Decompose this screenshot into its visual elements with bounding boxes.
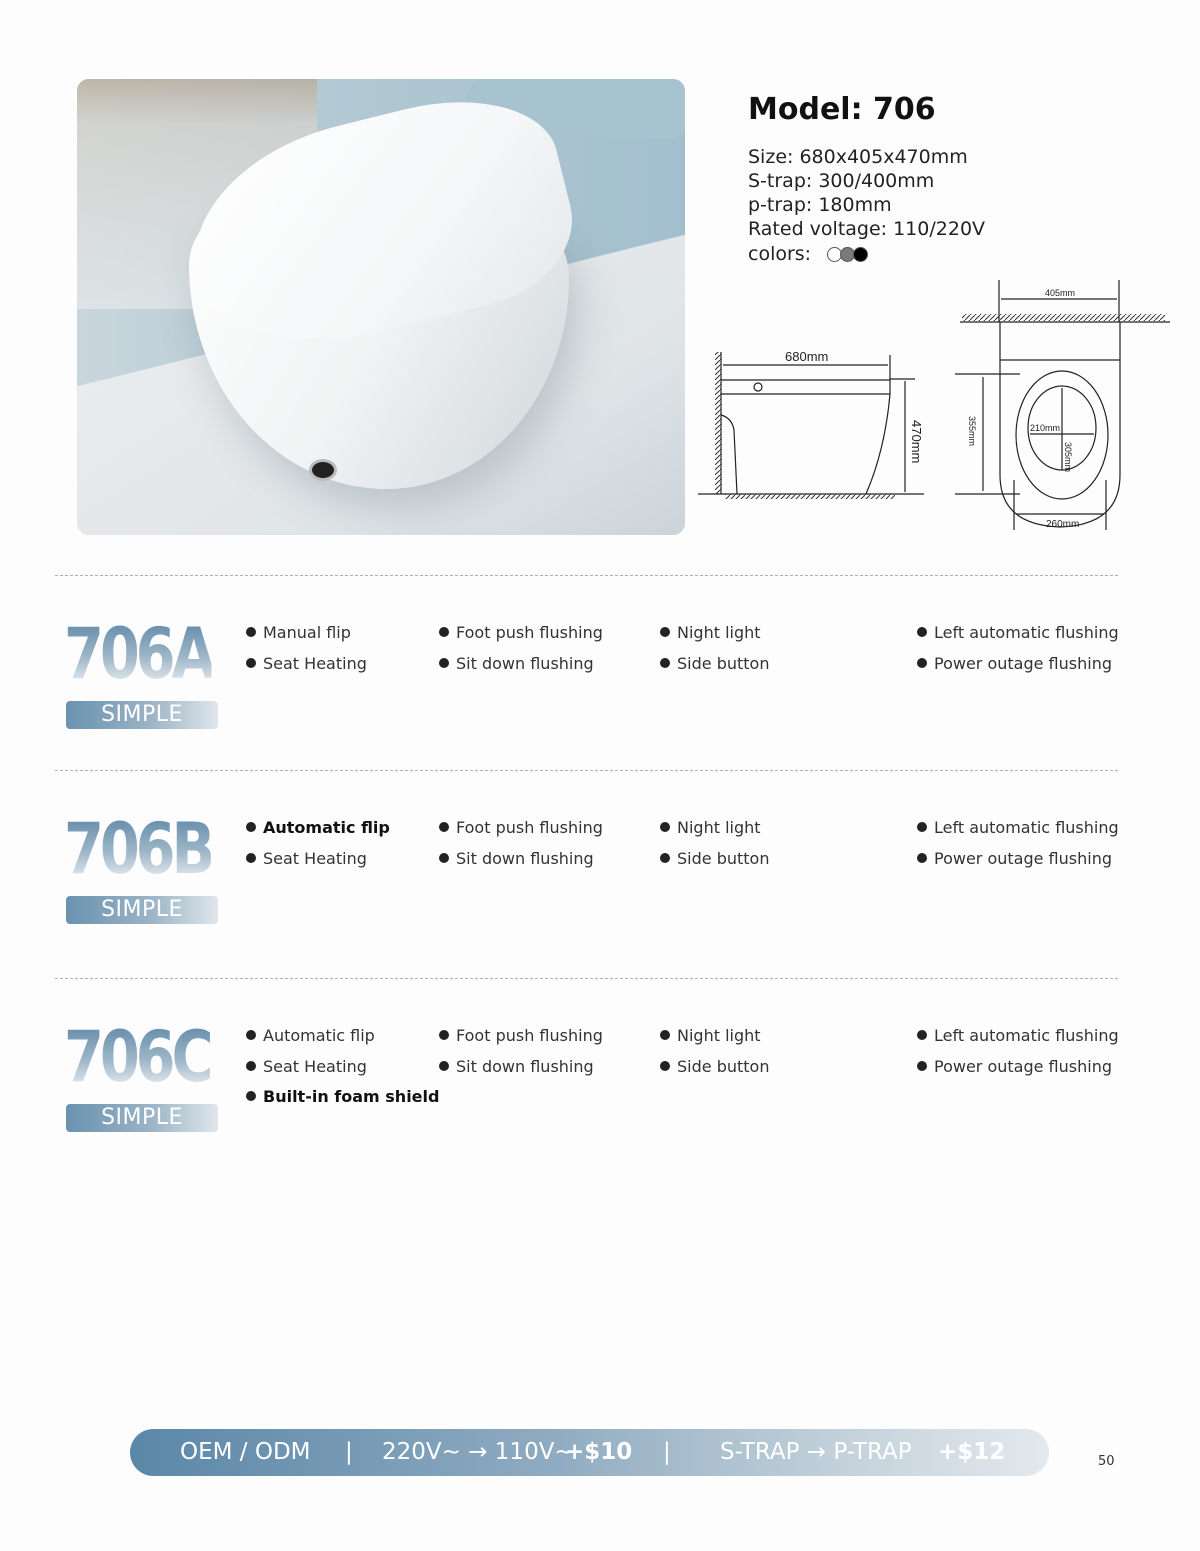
feature-item: Power outage flushing [917,849,1112,868]
trap-price: +$12 [938,1439,1006,1465]
spec-size: Size: 680x405x470mm [748,146,968,168]
dim-depth: 355mm [967,416,977,447]
feature-item: Sit down flushing [439,654,594,673]
feature-item: Left automatic flushing [917,1026,1119,1045]
voltage-option: 220V~ → 110V~ [382,1439,574,1465]
feature-item: Sit down flushing [439,1057,594,1076]
feature-item: Automatic flip [246,818,390,837]
dim-seat-width: 260mm [1046,519,1080,530]
page-number: 50 [1098,1454,1115,1469]
feature-item: Side button [660,849,769,868]
spec-colors [748,242,870,266]
dim-length: 680mm [785,349,829,364]
feature-item: Night light [660,818,761,837]
dim-width: 405mm [1045,288,1076,298]
feature-item: Manual flip [246,623,351,642]
feature-item: Seat Heating [246,1057,367,1076]
feature-item: Side button [660,1057,769,1076]
model-badge: SIMPLE [66,1104,218,1132]
feature-item: Foot push flushing [439,818,603,837]
model-badge: SIMPLE [66,701,218,729]
top-view [955,280,1170,530]
model-title: Model: 706 [748,92,936,127]
feature-item: Power outage flushing [917,1057,1112,1076]
section-divider [55,770,1118,771]
model-code: 706B [64,808,212,890]
feature-item: Foot push flushing [439,1026,603,1045]
flush-knob [309,459,337,481]
feature-item: Foot push flushing [439,623,603,642]
section-divider [55,575,1118,576]
feature-item: Seat Heating [246,849,367,868]
dim-inner-length: 305mm [1063,442,1073,473]
feature-item: Side button [660,654,769,673]
color-swatch [853,247,868,262]
feature-item: Built-in foam shield [246,1087,439,1106]
colors-label: colors: [748,243,812,265]
trap-option: S-TRAP → P-TRAP [720,1439,912,1465]
voltage-price: +$10 [565,1439,633,1465]
feature-item: Night light [660,1026,761,1045]
separator: | [663,1439,671,1465]
spec-p-trap: p-trap: 180mm [748,194,892,216]
dimension-diagram [690,280,1180,540]
feature-item: Sit down flushing [439,849,594,868]
dim-height: 470mm [909,420,924,464]
separator: | [345,1439,353,1465]
feature-item: Night light [660,623,761,642]
feature-item: Power outage flushing [917,654,1112,673]
options-banner [130,1429,1049,1476]
model-code: 706C [64,1016,210,1098]
spec-voltage: Rated voltage: 110/220V [748,218,986,240]
dim-inner-width: 210mm [1030,423,1061,433]
feature-item: Left automatic flushing [917,818,1119,837]
feature-item: Left automatic flushing [917,623,1119,642]
model-code: 706A [64,613,212,695]
feature-item: Seat Heating [246,654,367,673]
spec-s-trap: S-trap: 300/400mm [748,170,935,192]
oem-label: OEM / ODM [180,1439,311,1465]
feature-item: Automatic flip [246,1026,375,1045]
side-view [698,352,924,499]
product-photo [77,79,685,535]
model-badge: SIMPLE [66,896,218,924]
section-divider [55,978,1118,979]
